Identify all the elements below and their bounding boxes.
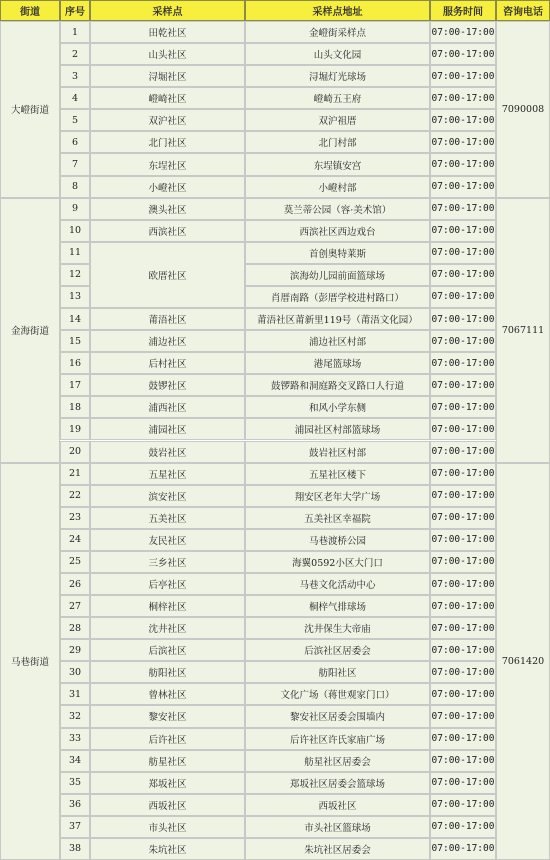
site-address: 海翼0592小区大门口 (245, 551, 430, 573)
row-number: 27 (60, 595, 90, 617)
site-address: 北门村部 (245, 131, 430, 153)
site-address: 小嶝村部 (245, 176, 430, 198)
row-number: 25 (60, 551, 90, 573)
site-address: 莆浯社区莆新里119号（莆浯文化园） (245, 308, 430, 330)
service-hours: 07:00-17:00 (430, 198, 496, 220)
service-hours: 07:00-17:00 (430, 264, 496, 286)
service-hours: 07:00-17:00 (430, 529, 496, 551)
site-address: 五星社区楼下 (245, 463, 430, 485)
site-address: 金嶝街采样点 (245, 21, 430, 43)
service-hours: 07:00-17:00 (430, 220, 496, 242)
service-hours: 07:00-17:00 (430, 109, 496, 131)
service-hours: 07:00-17:00 (430, 286, 496, 308)
row-number: 1 (60, 21, 90, 43)
row-number: 19 (60, 418, 90, 440)
site-address: 首创奥特莱斯 (245, 242, 430, 264)
row-number: 36 (60, 794, 90, 816)
site-address: 马巷文化活动中心 (245, 573, 430, 595)
site-address: 浦边社区村部 (245, 330, 430, 352)
service-hours: 07:00-17:00 (430, 418, 496, 440)
header-address: 采样点地址 (245, 0, 430, 21)
service-hours: 07:00-17:00 (430, 639, 496, 661)
site-address: 肖厝南路（彭厝学校进村路口） (245, 286, 430, 308)
service-hours: 07:00-17:00 (430, 352, 496, 374)
row-number: 4 (60, 87, 90, 109)
site-name: 浦园社区 (90, 418, 245, 440)
row-number: 30 (60, 661, 90, 683)
row-number: 32 (60, 705, 90, 727)
site-address: 和风小学东侧 (245, 396, 430, 418)
hotline-phone: 7090008 (496, 21, 550, 198)
site-address: 滨海幼儿园前面篮球场 (245, 264, 430, 286)
site-name: 舫阳社区 (90, 661, 245, 683)
hotline-phone: 7061420 (496, 463, 550, 860)
site-address: 沈井保生大帝庙 (245, 617, 430, 639)
row-number: 17 (60, 374, 90, 396)
site-name: 北门社区 (90, 131, 245, 153)
service-hours: 07:00-17:00 (430, 87, 496, 109)
site-address: 西滨社区西边戏台 (245, 220, 430, 242)
site-name: 郑坂社区 (90, 772, 245, 794)
service-hours: 07:00-17:00 (430, 507, 496, 529)
row-number: 33 (60, 728, 90, 750)
site-address: 浔堀灯光球场 (245, 65, 430, 87)
site-name: 双沪社区 (90, 109, 245, 131)
service-hours: 07:00-17:00 (430, 816, 496, 838)
service-hours: 07:00-17:00 (430, 617, 496, 639)
row-number: 9 (60, 198, 90, 220)
site-address: 山头文化园 (245, 43, 430, 65)
service-hours: 07:00-17:00 (430, 750, 496, 772)
site-address: 莫兰蒂公园（容·美术馆） (245, 198, 430, 220)
row-number: 28 (60, 617, 90, 639)
row-number: 21 (60, 463, 90, 485)
site-address: 翔安区老年大学广场 (245, 485, 430, 507)
site-name-merged: 欧厝社区 (90, 242, 245, 308)
service-hours: 07:00-17:00 (430, 396, 496, 418)
service-hours: 07:00-17:00 (430, 308, 496, 330)
row-number: 3 (60, 65, 90, 87)
site-address: 郑坂社区居委会篮球场 (245, 772, 430, 794)
site-address: 鼓锣路和洞庭路交叉路口人行道 (245, 374, 430, 396)
site-name: 三乡社区 (90, 551, 245, 573)
site-name: 小嶝社区 (90, 176, 245, 198)
site-name: 滨安社区 (90, 485, 245, 507)
row-number: 20 (60, 441, 90, 463)
site-name: 后亭社区 (90, 573, 245, 595)
site-name: 田乾社区 (90, 21, 245, 43)
service-hours: 07:00-17:00 (430, 21, 496, 43)
site-address: 黎安社区居委会围墙内 (245, 705, 430, 727)
service-hours: 07:00-17:00 (430, 794, 496, 816)
site-name: 曾林社区 (90, 683, 245, 705)
header-no: 序号 (60, 0, 90, 21)
site-address: 文化广场（蒋世观家门口） (245, 683, 430, 705)
site-address: 舫阳社区 (245, 661, 430, 683)
site-address: 五美社区幸福院 (245, 507, 430, 529)
site-name: 西坂社区 (90, 794, 245, 816)
service-hours: 07:00-17:00 (430, 242, 496, 264)
site-address: 市头社区篮球场 (245, 816, 430, 838)
row-number: 8 (60, 176, 90, 198)
site-name: 市头社区 (90, 816, 245, 838)
site-address: 西坂社区 (245, 794, 430, 816)
row-number: 23 (60, 507, 90, 529)
service-hours: 07:00-17:00 (430, 374, 496, 396)
row-number: 37 (60, 816, 90, 838)
site-name: 后村社区 (90, 352, 245, 374)
row-number: 31 (60, 683, 90, 705)
row-number: 7 (60, 153, 90, 175)
service-hours: 07:00-17:00 (430, 595, 496, 617)
site-address: 后许社区许氏家庙广场 (245, 728, 430, 750)
row-number: 22 (60, 485, 90, 507)
row-number: 35 (60, 772, 90, 794)
site-address: 东埕镇安宫 (245, 153, 430, 175)
row-number: 16 (60, 352, 90, 374)
site-name: 山头社区 (90, 43, 245, 65)
service-hours: 07:00-17:00 (430, 441, 496, 463)
site-name: 友民社区 (90, 529, 245, 551)
row-number: 14 (60, 308, 90, 330)
service-hours: 07:00-17:00 (430, 551, 496, 573)
site-address: 双沪祖厝 (245, 109, 430, 131)
site-name: 朱坑社区 (90, 838, 245, 860)
site-address: 朱坑社区居委会 (245, 838, 430, 860)
service-hours: 07:00-17:00 (430, 838, 496, 860)
row-number: 24 (60, 529, 90, 551)
site-name: 澳头社区 (90, 198, 245, 220)
service-hours: 07:00-17:00 (430, 43, 496, 65)
row-number: 10 (60, 220, 90, 242)
site-name: 浔堀社区 (90, 65, 245, 87)
site-address: 桐梓气排球场 (245, 595, 430, 617)
site-address: 舫星社区居委会 (245, 750, 430, 772)
site-address: 浦园社区村部篮球场 (245, 418, 430, 440)
header-street: 街道 (0, 0, 60, 21)
service-hours: 07:00-17:00 (430, 131, 496, 153)
site-name: 嶝崎社区 (90, 87, 245, 109)
site-address: 马巷渡桥公园 (245, 529, 430, 551)
service-hours: 07:00-17:00 (430, 65, 496, 87)
hotline-phone: 7067111 (496, 198, 550, 463)
street-name: 大嶝街道 (0, 21, 60, 198)
service-hours: 07:00-17:00 (430, 153, 496, 175)
row-number: 34 (60, 750, 90, 772)
row-number: 29 (60, 639, 90, 661)
service-hours: 07:00-17:00 (430, 705, 496, 727)
row-number: 15 (60, 330, 90, 352)
site-name: 桐梓社区 (90, 595, 245, 617)
site-name: 西滨社区 (90, 220, 245, 242)
service-hours: 07:00-17:00 (430, 573, 496, 595)
site-name: 五美社区 (90, 507, 245, 529)
site-address: 鼓岩社区村部 (245, 441, 430, 463)
row-number: 6 (60, 131, 90, 153)
service-hours: 07:00-17:00 (430, 176, 496, 198)
service-hours: 07:00-17:00 (430, 728, 496, 750)
row-number: 12 (60, 264, 90, 286)
header-hours: 服务时间 (430, 0, 496, 21)
street-name: 金海街道 (0, 198, 60, 463)
site-name: 沈井社区 (90, 617, 245, 639)
site-name: 鼓锣社区 (90, 374, 245, 396)
site-address: 港尾篮球场 (245, 352, 430, 374)
site-name: 黎安社区 (90, 705, 245, 727)
service-hours: 07:00-17:00 (430, 661, 496, 683)
site-name: 舫星社区 (90, 750, 245, 772)
site-name: 后许社区 (90, 728, 245, 750)
service-hours: 07:00-17:00 (430, 683, 496, 705)
street-name: 马巷街道 (0, 463, 60, 860)
row-number: 2 (60, 43, 90, 65)
header-site: 采样点 (90, 0, 245, 21)
site-address: 嶝崎五王府 (245, 87, 430, 109)
service-hours: 07:00-17:00 (430, 330, 496, 352)
site-name: 鼓岩社区 (90, 441, 245, 463)
service-hours: 07:00-17:00 (430, 772, 496, 794)
service-hours: 07:00-17:00 (430, 485, 496, 507)
site-name: 东埕社区 (90, 153, 245, 175)
row-number: 26 (60, 573, 90, 595)
row-number: 13 (60, 286, 90, 308)
site-address: 后滨社区居委会 (245, 639, 430, 661)
header-phone: 咨询电话 (496, 0, 550, 21)
site-name: 后滨社区 (90, 639, 245, 661)
row-number: 38 (60, 838, 90, 860)
row-number: 5 (60, 109, 90, 131)
row-number: 18 (60, 396, 90, 418)
site-name: 五星社区 (90, 463, 245, 485)
site-name: 浦边社区 (90, 330, 245, 352)
row-number: 11 (60, 242, 90, 264)
service-hours: 07:00-17:00 (430, 463, 496, 485)
site-name: 莆浯社区 (90, 308, 245, 330)
site-name: 浦西社区 (90, 396, 245, 418)
